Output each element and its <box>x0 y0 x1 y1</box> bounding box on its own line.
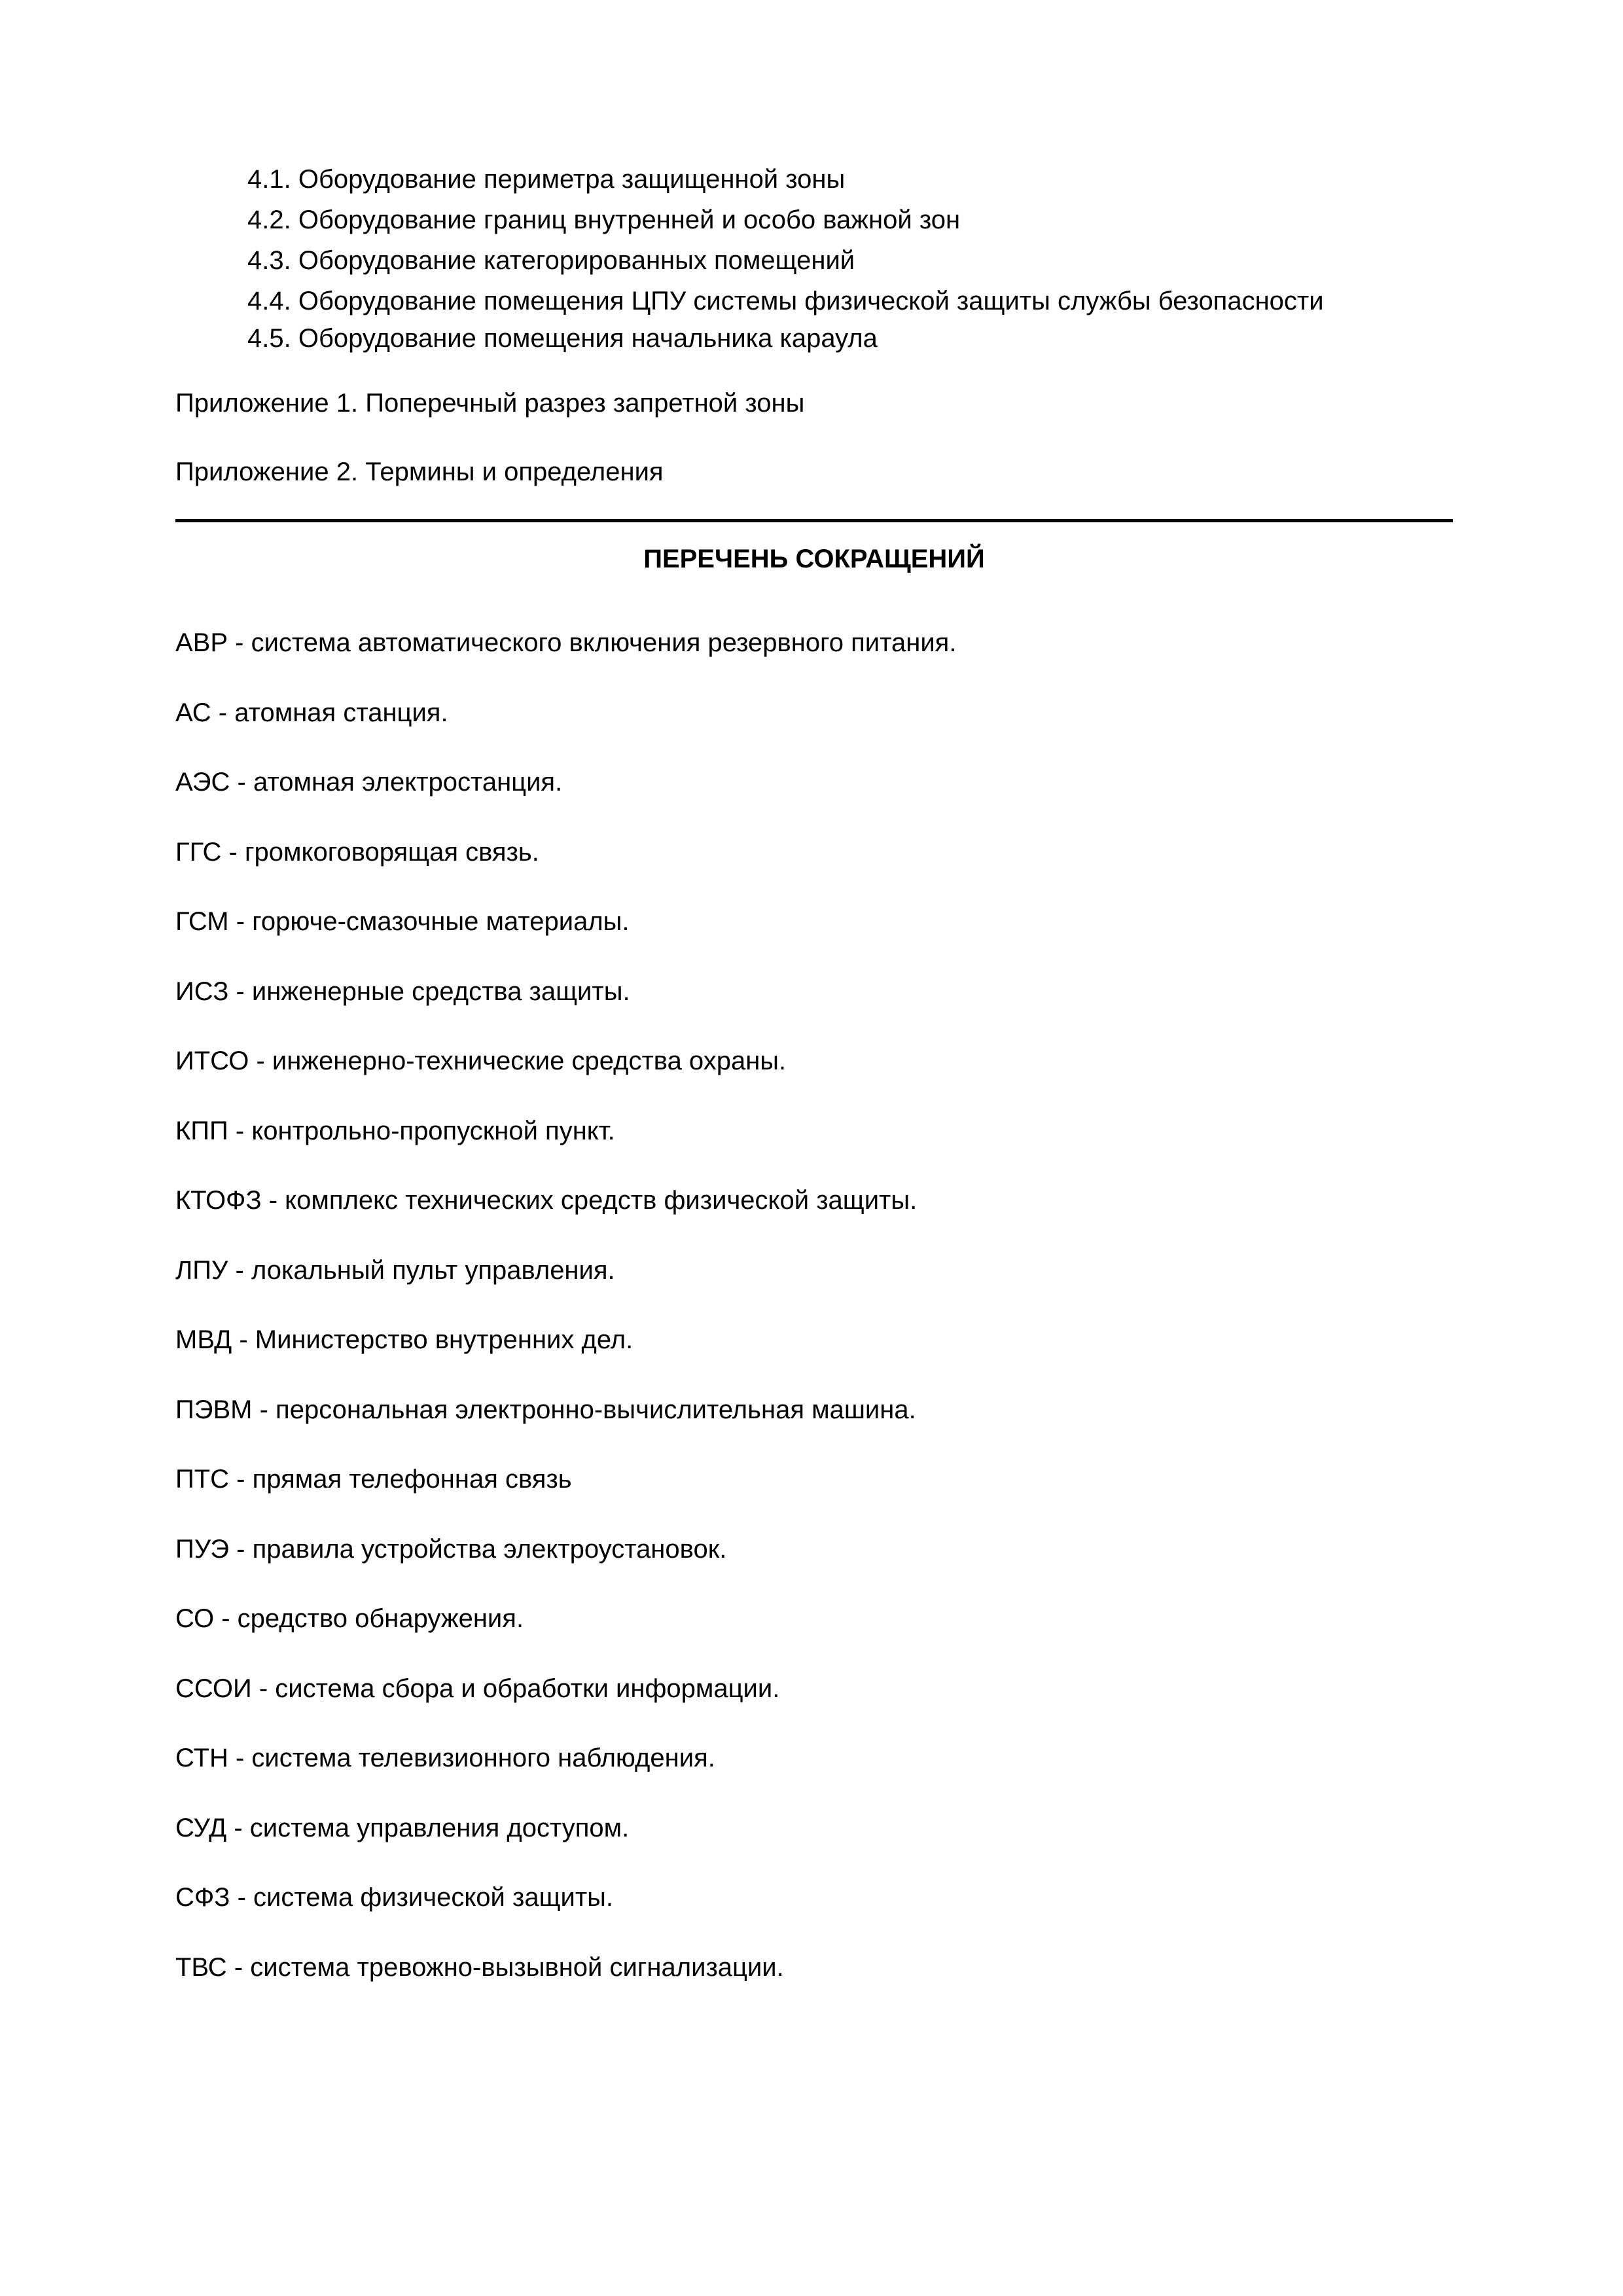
abbreviation-item: СО - средство обнаружения. <box>175 1604 524 1633</box>
toc-item-4-2: 4.2. Оборудование границ внутренней и особо важной зон <box>247 206 961 234</box>
section-divider <box>175 519 1453 522</box>
abbreviation-item: ГСМ - горюче-смазочные материалы. <box>175 907 630 936</box>
abbreviations-list <box>175 627 956 2021</box>
abbreviation-item: СТН - система телевизионного наблюдения. <box>175 1744 715 1772</box>
abbreviation-item: ИТСО - инженерно-технические средства охраны. <box>175 1047 787 1075</box>
abbreviation-item: ГГС - громкоговорящая связь. <box>175 837 539 867</box>
toc-appendix-1: Приложение 1. Поперечный разрез запретной зоны <box>175 389 805 418</box>
abbreviation-item: ЛПУ - локальный пульт управления. <box>175 1255 615 1285</box>
abbreviation-item: ПТС - прямая телефонная связь <box>175 1465 572 1494</box>
toc-item-4-5: 4.5. Оборудование помещения начальника караула <box>247 324 878 353</box>
toc-item-4-4: 4.4. Оборудование помещения ЦПУ системы физической защиты службы безопасности <box>247 287 1324 315</box>
abbreviation-item: КПП - контрольно-пропускной пункт. <box>175 1116 615 1145</box>
abbreviation-item: СУД - система управления доступом. <box>175 1813 630 1842</box>
abbreviation-item: ТВС - система тревожно-вызывной сигнализации. <box>175 1952 784 1982</box>
abbreviation-item: КТОФЗ - комплекс технических средств физической защиты. <box>175 1186 918 1215</box>
abbreviation-item: АВР - система автоматического включения резервного питания. <box>175 628 957 657</box>
abbreviation-item: МВД - Министерство внутренних дел. <box>175 1325 633 1354</box>
toc-subsection-list <box>247 159 1324 355</box>
toc-appendix-2: Приложение 2. Термины и определения <box>175 457 664 486</box>
abbreviation-item: АС - атомная станция. <box>175 698 448 727</box>
abbreviation-item: ПЭВМ - персональная электронно-вычислительная машина. <box>175 1395 916 1424</box>
abbreviation-item: ИСЗ - инженерные средства защиты. <box>175 977 630 1006</box>
toc-item-4-3: 4.3. Оборудование категорированных помещений <box>247 246 855 275</box>
abbreviation-item: ССОИ - система сбора и обработки информации. <box>175 1674 780 1703</box>
abbreviation-item: АЭС - атомная электростанция. <box>175 768 563 797</box>
abbreviation-item: СФЗ - система физической защиты. <box>175 1883 614 1912</box>
abbreviation-item: ПУЭ - правила устройства электроустановок. <box>175 1534 727 1564</box>
toc-item-4-1: 4.1. Оборудование периметра защищенной зоны <box>247 165 846 194</box>
abbreviations-title: ПЕРЕЧЕНЬ СОКРАЩЕНИЙ <box>643 545 985 573</box>
